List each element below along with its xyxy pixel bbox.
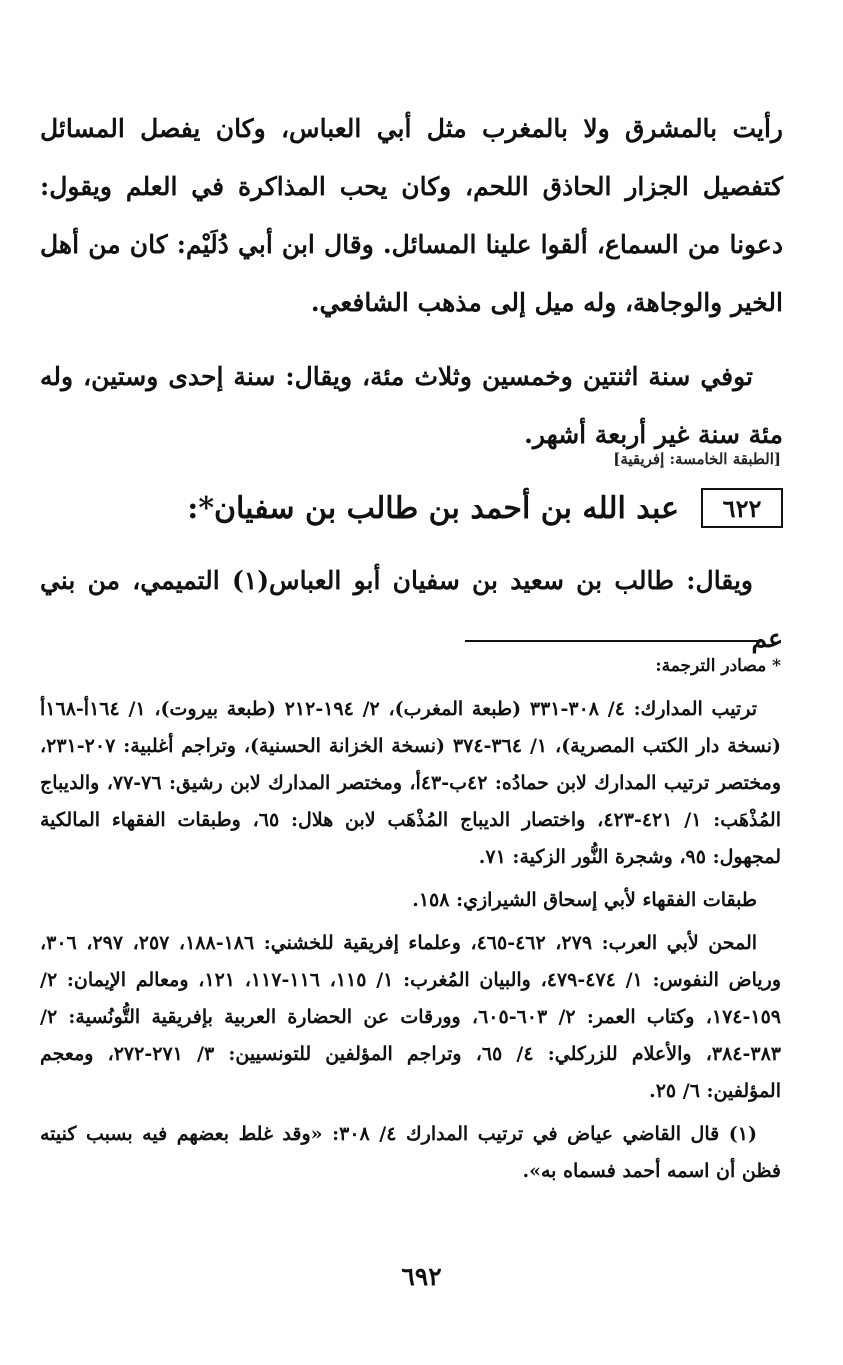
entry-number-box: ٦٢٢ xyxy=(701,488,783,528)
page-number: ٦٩٢ xyxy=(401,1262,442,1291)
section-note: [الطبقة الخامسة: إفريقية] xyxy=(613,450,781,468)
entry-heading xyxy=(187,488,783,528)
sources-heading: * مصادر الترجمة: xyxy=(655,656,781,676)
footnotes xyxy=(40,648,781,1190)
entry-continuation: ويقال: طالب بن سعيد بن سفيان أبو العباس(١) التميمي، من بني عم xyxy=(40,566,783,653)
footnote-paragraph: طبقات الفقهاء لأبي إسحاق الشيرازي: ١٥٨. xyxy=(412,889,757,911)
body-paragraph: رأيت بالمشرق ولا بالمغرب مثل أبي العباس، وكان يفصل المسائل كتفصيل الجزار الحاذق اللحم، وكان يحب المذاكرة في العلم ويقول: دعونا من السماع، ألقوا علينا المسائل. وقال ابن أبي دُلَيْم: كان من أهل الخير والوجاهة، وله ميل إلى مذهب الشافعي. xyxy=(40,114,783,317)
entry-title: عبد الله بن أحمد بن طالب بن سفيان*: xyxy=(187,490,679,526)
footnote-paragraph: المحن لأبي العرب: ٢٧٩، ٤٦٢-٤٦٥، وعلماء إفريقية للخشني: ١٨٦-١٨٨، ٢٥٧، ٢٩٧، ٣٠٦، ورياض النفوس: ١/ ٤٧٤-٤٧٩، والبيان المُغرب: ١/ ١١٥، ١١٦-١١٧، ١٢١، ومعالم الإيمان: ٢/ ١٥٩-١٧٤، وكتاب العمر: ٢/ ٦٠٣-٦٠٥، وورقات عن الحضارة العربية بإفريقية التُّونُسية: ٢/ ٣٨٣-٣٨٤، والأعلام للزركلي: ٤/ ٦٥، وتراجم المؤلفين للتونسيين: ٣/ ٢٧١-٢٧٢، ومعجم المؤلفين: ٦/ ٢٥. xyxy=(40,932,782,1102)
footnote-paragraph: ترتيب المدارك: ٤/ ٣٠٨-٣٣١ (طبعة المغرب)، ٢/ ١٩٤-٢١٢ (طبعة بيروت)، ١/ ١٦٤أ-١٦٨أ (نسخة دار الكتب المصرية)، ١/ ٣٦٤-٣٧٤ (نسخة الخزانة الحسنية)، وتراجم أغلبية: ٢٠٧-٢٣١، ومختصر ترتيب المدارك لابن حمادُه: ٤٢ب-٤٣أ، ومختصر المدارك لابن رشيق: ٧٦-٧٧، والديباج المُذْهَب: ١/ ٤٢١-٤٢٣، واختصار الديباج المُذْهَب لابن هلال: ٦٥، وطبقات الفقهاء المالكية لمجهول: ٩٥، وشجرة النُّور الزكية: ٧١. xyxy=(40,698,782,868)
footnote-divider xyxy=(465,640,760,642)
main-text xyxy=(40,100,783,464)
body-paragraph: توفي سنة اثنتين وخمسين وثلاث مئة، ويقال: سنة إحدى وستين، وله مئة سنة غير أربعة أشهر. xyxy=(40,362,783,449)
footnote-paragraph: (١) قال القاضي عياض في ترتيب المدارك ٤/ ٣٠٨: «وقد غلط بعضهم فيه بسبب كنيته فظن أن اسمه أحمد فسماه به». xyxy=(40,1123,781,1182)
